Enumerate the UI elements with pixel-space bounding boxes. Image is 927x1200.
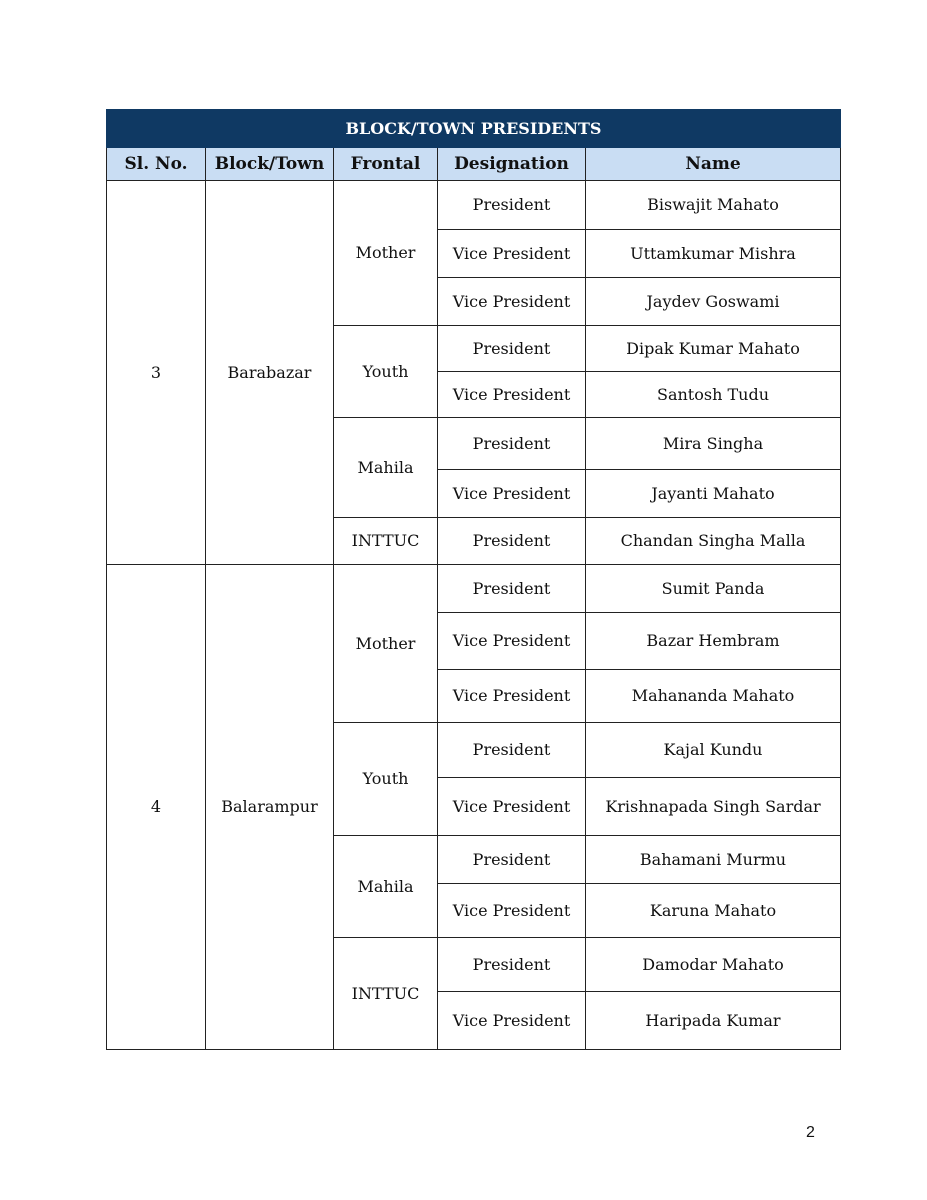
designation-cell: Vice President [438,613,586,670]
column-header-designation: Designation [438,148,586,181]
frontal-cell: Mahila [334,836,438,938]
designation-cell: President [438,418,586,470]
name-cell: Kajal Kundu [586,723,841,778]
designation-cell: Vice President [438,778,586,836]
table-row [107,181,841,230]
designation-cell: President [438,518,586,565]
name-cell: Jaydev Goswami [586,278,841,326]
column-header-sl-no: Sl. No. [107,148,206,181]
name-cell: Mahananda Mahato [586,670,841,723]
name-cell: Bahamani Murmu [586,836,841,884]
name-cell: Mira Singha [586,418,841,470]
designation-cell: Vice President [438,670,586,723]
name-cell: Uttamkumar Mishra [586,230,841,278]
name-cell: Haripada Kumar [586,992,841,1050]
table-body [107,181,841,1050]
frontal-cell: Youth [334,326,438,418]
designation-cell: President [438,836,586,884]
designation-cell: Vice President [438,230,586,278]
frontal-cell: Mother [334,565,438,723]
name-cell: Dipak Kumar Mahato [586,326,841,372]
frontal-cell: Mahila [334,418,438,518]
sl-no-cell: 4 [107,565,206,1050]
frontal-cell: Youth [334,723,438,836]
designation-cell: President [438,565,586,613]
designation-cell: Vice President [438,884,586,938]
name-cell: Chandan Singha Malla [586,518,841,565]
frontal-cell: INTTUC [334,518,438,565]
sl-no-cell: 3 [107,181,206,565]
table-title-row [107,110,841,148]
designation-cell: President [438,723,586,778]
block-town-cell: Barabazar [206,181,334,565]
name-cell: Bazar Hembram [586,613,841,670]
name-cell: Santosh Tudu [586,372,841,418]
column-header-block-town: Block/Town [206,148,334,181]
name-cell: Biswajit Mahato [586,181,841,230]
table-header-row [107,148,841,181]
table-title: BLOCK/TOWN PRESIDENTS [107,110,841,148]
name-cell: Sumit Panda [586,565,841,613]
designation-cell: Vice President [438,278,586,326]
table-row [107,565,841,613]
column-header-name: Name [586,148,841,181]
designation-cell: President [438,326,586,372]
name-cell: Jayanti Mahato [586,470,841,518]
designation-cell: Vice President [438,992,586,1050]
designation-cell: Vice President [438,372,586,418]
block-town-cell: Balarampur [206,565,334,1050]
designation-cell: President [438,181,586,230]
presidents-table [106,109,841,1050]
name-cell: Karuna Mahato [586,884,841,938]
designation-cell: President [438,938,586,992]
frontal-cell: Mother [334,181,438,326]
page-number: 2 [806,1124,815,1141]
designation-cell: Vice President [438,470,586,518]
name-cell: Krishnapada Singh Sardar [586,778,841,836]
name-cell: Damodar Mahato [586,938,841,992]
frontal-cell: INTTUC [334,938,438,1050]
column-header-frontal: Frontal [334,148,438,181]
